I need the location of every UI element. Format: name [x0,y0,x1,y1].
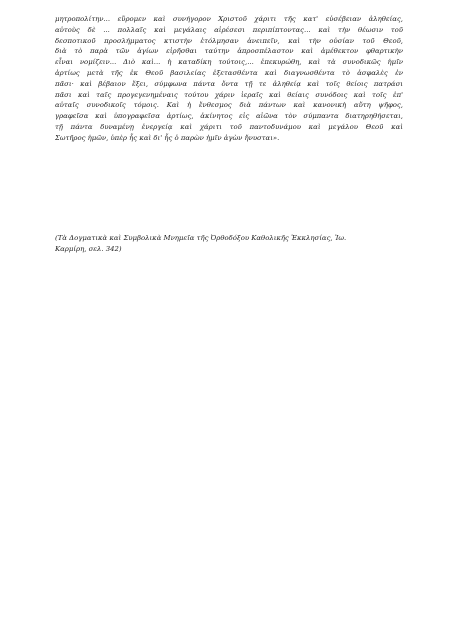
paragraph-line: δεσποτικοῦ προσλήμματος κτιστὴν ἐτόλμησαν ἀνειπεῖν, καὶ τὴν οὐσίαν τοῦ Θεοῦ, [55,36,403,45]
paragraph-line: εἶναι νομίζειν... Διὸ καὶ... ἡ καταδίκη τούτοις,... ἐπεκυρώθη, καὶ τὰ συνοδικῶς ἡμῖν [55,58,403,67]
body-paragraph [55,14,403,144]
paragraph-line: Σωτῆρος ἡμῶν, ὑπὲρ ἧς καὶ δι' ἧς ὁ παρὼν ἡμῖν ἀγὼν ἤνυσται». [55,133,280,142]
citation-line: (Τὰ Δογματικὰ καὶ Συμβολικὰ Μνημεῖα τῆς Ὀρθοδόξου Καθολικῆς Ἐκκλησίας, Ἰω. [55,234,347,242]
paragraph-line: ἀρτίως μετὰ τῆς ἐκ Θεοῦ βασιλείας ἐξετασθέντα καὶ διαγνωσθέντα τὸ ἀσφαλὲς ἐν [55,68,403,77]
citation [55,233,403,255]
paragraph-line: πᾶσι καὶ ταῖς προγεγενημέναις τούτου χάριν ἱεραῖς καὶ θείαις συνόδοις καὶ τοῖς ἐπ' [55,90,403,99]
paragraph-line: αὐταῖς συνοδικοῖς τόμοις. Καὶ ἡ ἔνθεσμος διὰ πάντων καὶ κανονικὴ αὕτη ψῆφος, [55,101,403,110]
paragraph-line: τῇ πάντα δυναμένῃ ἐνεργείᾳ καὶ χάριτι τοῦ παντοδυνάμου καὶ μεγάλου Θεοῦ καὶ [55,122,403,131]
paragraph-line: αὐτοὺς δὲ ... πολλαῖς καὶ μεγάλαις αἱρέσεσι περιπίπτοντας... καὶ τὴν θέωσιν τοῦ [55,25,403,34]
paragraph-line: μητροπολίτην... εὕρομεν καὶ συνήγορον Χριστοῦ χάριτι τῆς κατ' εὐσέβειαν ἀληθείας, [55,15,403,23]
citation-line: Καρμίρη, σελ. 342) [55,244,122,253]
paragraph-line: γραφεῖσα καὶ ὑπογραφεῖσα ἀρτίως, ἀκίνητος εἰς αἰῶνα τὸν σύμπαντα διατηρηθήσεται, [55,112,403,121]
paragraph-line: διὰ τὸ παρὰ τῶν ἁγίων εἰρῆσθαι ταύτην ἀπροσπέλαστον καὶ ἀμέθεκτον φθαρτικὴν [55,47,403,56]
paragraph-line: πᾶσι· καὶ βέβαιον ἔξει, σύμφωνα πάντα ὄντα τῇ τε ἀληθείᾳ καὶ τοῖς θείοις πατράσι [55,79,403,88]
